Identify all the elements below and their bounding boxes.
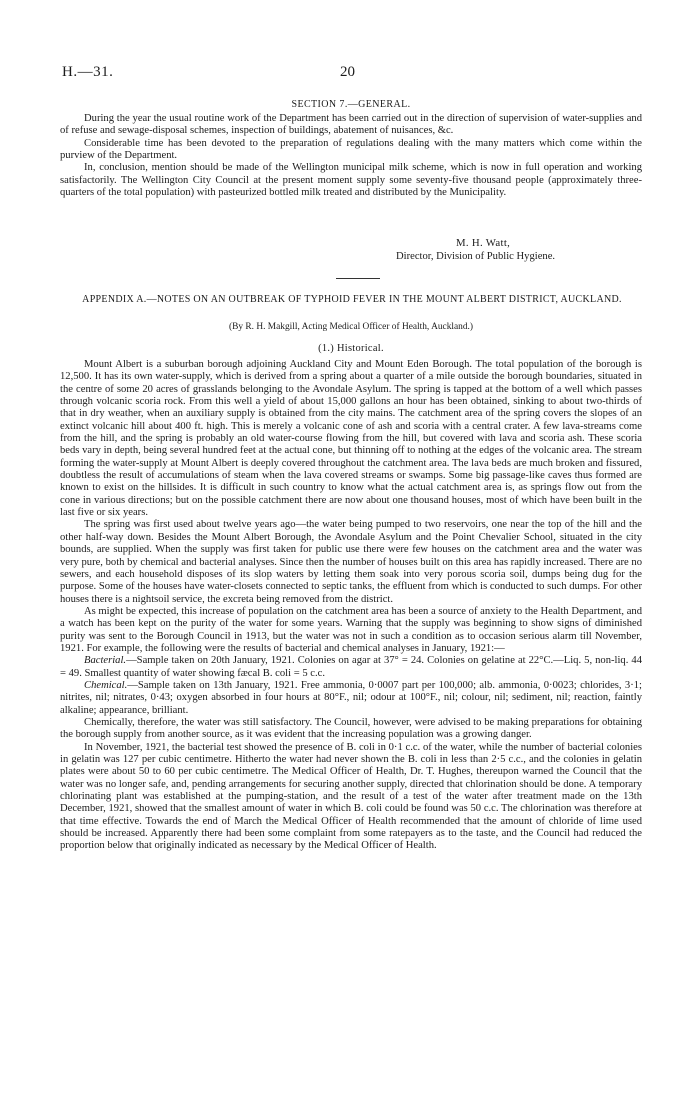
page-number: 20 xyxy=(340,64,355,80)
bacterial-label: Bacterial. xyxy=(84,655,127,667)
paragraph: During the year the usual routine work of the Department has been carried out in the direction of supervision of water-supplies and of refuse and sewage-disposal schemes, inspection of buildings, abatement of nuisances, &c. xyxy=(60,113,642,137)
paragraph: Chemically, therefore, the water was still satisfactory. The Council, however, were advised to be making preparations for obtaining the borough supply from another source, as it was evident that the increasing population was a growing danger. xyxy=(60,716,642,741)
section-body xyxy=(60,113,642,199)
appendix-title: APPENDIX A.—NOTES ON AN OUTBREAK OF TYPHOID FEVER IN THE MOUNT ALBERT DISTRICT, AUCKLAND. xyxy=(82,294,622,305)
bacterial-text: —Sample taken on 20th January, 1921. Colonies on agar at 37° = 24. Colonies on gelatine at 22°C.—Liq. 5, non-liq. 44 = 49. Smallest quantity of water showing fæcal B. coli = 5 c.c. xyxy=(60,655,642,679)
section-heading: SECTION 7.—GENERAL. xyxy=(291,99,411,110)
paragraph: Considerable time has been devoted to the preparation of regulations dealing with the many matters which come within the purview of the Department. xyxy=(60,137,642,162)
chemical-label: Chemical. xyxy=(84,679,128,691)
paragraph: In, conclusion, mention should be made of the Wellington municipal milk scheme, which is now in full operation and working satisfactorily. The Wellington City Council at the present moment supply some seventy-five thousand people (approximately three-quarters of the total population) with pasteurized bottled milk treated and distributed by the Municipality. xyxy=(60,162,642,199)
paragraph: As might be expected, this increase of population on the catchment area has been a source of anxiety to the Health Department, and a watch has been kept on the purity of the water for some years. Warning that the supply was beginning to show signs of diminished purity was sent to the Borough Council in 1913, but the water was not in such a condition as to occasion serious alarm till November, 1921. For example, the following were the results of bacterial and chemical analyses in January, 1921:— xyxy=(60,605,642,654)
signature-title: Director, Division of Public Hygiene. xyxy=(396,251,556,262)
paragraph: Mount Albert is a suburban borough adjoining Auckland City and Mount Eden Borough. The total population of the borough is 12,500. It has its own water-supply, which is derived from a spring about a quarter of a mile outside the borough boundaries, situated in the centre of some 20 acres of grasslands belonging to the Avondale Asylum. The spring is tapped at the bottom of a well which passes through volcanic scoria rock. From this well a yield of about 15,000 gallons an hour has been obtained, sinking to about two-thirds of that in dry weather, when an auxiliary supply is obtained from the city mains. The catchment area of the spring covers the slopes of an extinct volcanic hill about 400 ft. high. This is merely a volcanic cone of ash and scoria with a central crater. A few lava-streams come from the hill, and the spring is probably an old water-course flowing from the hill, but covered with lava and scoria ash. These scoria beds vary in depth, being several hundred feet at the actual cone, but thinning off to nothing at the edges of the volcanic area. The stream forming the water-supply at Mount Albert is deeply covered throughout the catchment area. The lava beds are much broken and fissured, doubtless the result of accumulations of steam when the lava covered streams or swamps. Some big passage-like caves thus formed are known to exist on the hillsides. It is difficult in such country to know what the actual catchment area is, as springs flow out from the cone in various directions; but on the possible catchment there are now about one thousand houses, most of which have been built in the last five or six years. xyxy=(60,359,642,519)
subheading: (1.) Historical. xyxy=(318,343,384,354)
paragraph: The spring was first used about twelve years ago—the water being pumped to two reservoirs, one near the top of the hill and the other half-way down. Besides the Mount Albert Borough, the Avondale Asylum and the Point Chevalier School, situated in the city bounds, are supplied. When the supply was first taken for public use there were few houses on the catchment area and the water was very pure, both by chemical and bacterial analyses. Since then the number of houses built on this area has rapidly increased. There are no sewers, and each household disposes of its slop waters by letting them soak into very porous scoria soil, dumps being dug for the purpose. Some of the houses have water-closets connected to septic tanks, the effluent from which is conducted to such dumps. For other houses there is a nightsoil service, the excreta being removed from the district. xyxy=(60,519,642,605)
appendix-body xyxy=(60,359,642,853)
chemical-analysis xyxy=(60,680,642,717)
paragraph: In November, 1921, the bacterial test showed the presence of B. coli in 0·1 c.c. of the water, while the number of bacterial colonies in gelatin was 127 per cubic centimetre. Hitherto the water had never shown the B. coli in less than 2·5 c.c., and the colonies in gelatin plates were about 50 to 60 per cubic centimetre. The Medical Officer of Health, Dr. T. Hughes, thereupon warned the Council that the water was no longer safe, and, pending arrangements for securing another supply, directed that chlorination should be done. A temporary chlorinating plant was established at the pumping-station, and the result of a test of the water after treatment made on the 13th December, 1921, showed that the smallest amount of water in which B. coli could be found was 50 c.c. The chlorination was therefore at that time effective. Towards the end of March the Medical Officer of Health recommended that the amount of chloride of lime used should be increased. Apparently there had been some complaint from some ratepayers as to the taste, and the Council had reduced the proportion below that originally indicated as necessary by the Medical Officer of Health. xyxy=(60,741,642,852)
chemical-text: —Sample taken on 13th January, 1921. Free ammonia, 0·0007 part per 100,000; alb. ammonia, 0·0023; chlorides, 3·1; nitrites, nil; nitrates, 0·43; oxygen absorbed in four hours at 80°F., nil; odour at 100°F., nil; colour, nil; sediment, nil; reaction, faintly alkaline; appearance, brilliant. xyxy=(60,679,642,716)
signature-name: M. H. Watt, xyxy=(456,237,511,249)
report-reference: H.—31. xyxy=(62,64,114,80)
bacterial-analysis xyxy=(60,655,642,680)
section-divider xyxy=(336,278,380,279)
byline: (By R. H. Makgill, Acting Medical Officer of Health, Auckland.) xyxy=(228,322,474,332)
